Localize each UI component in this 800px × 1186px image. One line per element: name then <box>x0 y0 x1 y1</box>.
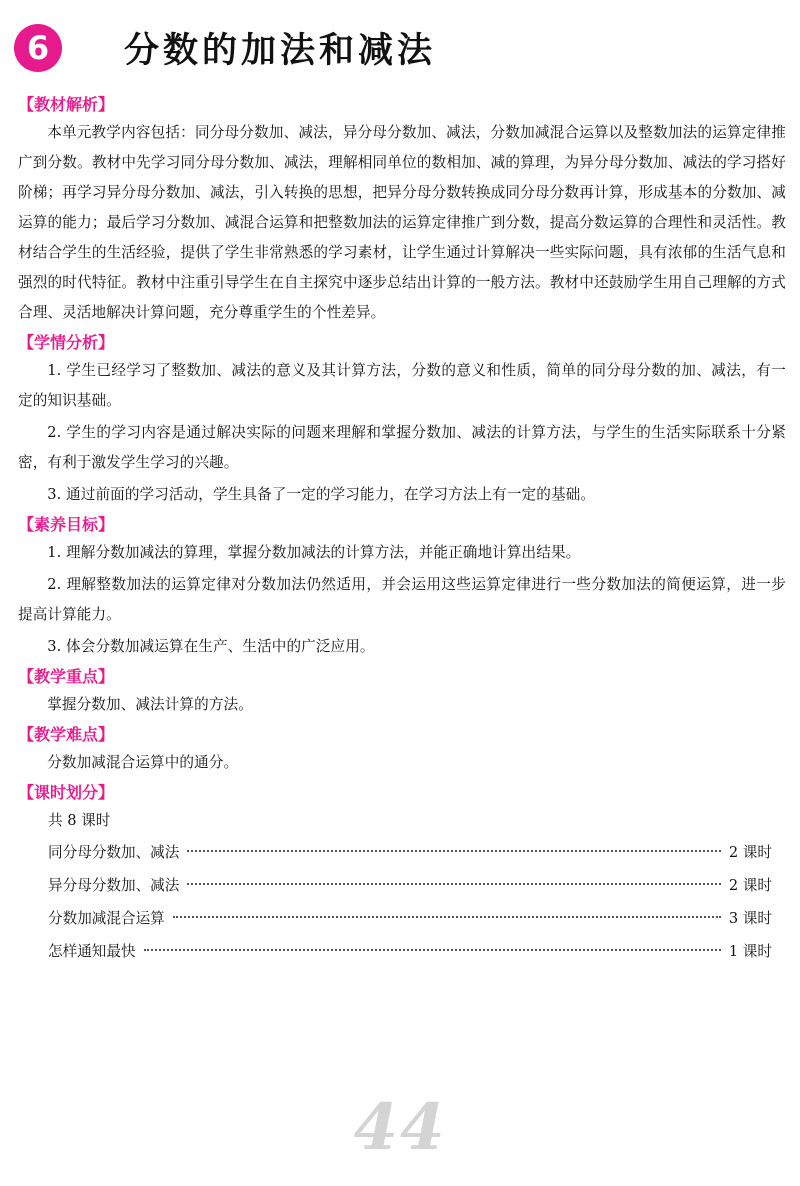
schedule-row <box>18 869 786 902</box>
schedule-row-label: 怎样通知最快 <box>48 943 136 960</box>
dot-leader <box>173 916 721 918</box>
list-item: 3. 体会分数加减运算在生产、生活中的广泛应用。 <box>47 638 375 655</box>
section-key-points <box>18 664 786 720</box>
list-item: 2. 学生的学习内容是通过解决实际的问题来理解和掌握分数加、减法的计算方法，与学生的生活实际联系十分紧密，有利于激发学生学习的兴趣。 <box>18 424 786 471</box>
page-number: 44 <box>353 1090 447 1165</box>
list-item: 1. 理解分数加减法的算理，掌握分数加减法的计算方法，并能正确地计算出结果。 <box>47 544 581 561</box>
schedule-row <box>18 935 786 968</box>
dot-leader <box>144 949 721 951</box>
section-goals <box>18 512 786 662</box>
section-paragraph: 本单元教学内容包括：同分母分数加、减法，异分母分数加、减法，分数加减混合运算以及整数加法的运算定律推广到分数。教材中先学习同分母分数加、减法，理解相同单位的数相加、减的算理，为异分母分数加、减法的学习搭好阶梯；再学习异分母分数加、减法，引入转换的思想，把异分母分数转换成同分母分数再计算，形成基本的分数加、减运算的能力；最后学习分数加、减混合运算和把整数加法的运算定律推广到分数，提高分数运算的合理性和灵活性。教材结合学生的生活经验，提供了学生非常熟悉的学习素材，让学生通过计算解决一些实际问题，具有浓郁的生活气息和强烈的时代特征。教材中注重引导学生在自主探究中逐步总结出计算的一般方法。教材中还鼓励学生用自己理解的方式合理、灵活地解决计算问题，充分尊重学生的个性差异。 <box>18 124 786 321</box>
unit-title: 分数的加法和减法 <box>124 31 437 71</box>
schedule-row-hours: 2 课时 <box>728 844 772 861</box>
schedule-row-hours: 2 课时 <box>728 877 772 894</box>
section-heading: 【教学重点】 <box>18 667 115 686</box>
schedule-row-hours: 3 课时 <box>728 910 772 927</box>
section-heading: 【学情分析】 <box>18 333 115 352</box>
list-item: 3. 通过前面的学习活动，学生具备了一定的学习能力，在学习方法上有一定的基础。 <box>47 486 596 503</box>
dot-leader <box>187 883 721 885</box>
section-learner-analysis <box>18 330 786 510</box>
unit-header <box>14 20 436 76</box>
schedule-row <box>18 902 786 935</box>
section-paragraph: 分数加减混合运算中的通分。 <box>47 754 239 771</box>
dot-leader <box>187 850 721 852</box>
unit-number-badge: 6 <box>14 24 62 72</box>
schedule-row <box>18 836 786 869</box>
section-heading: 【素养目标】 <box>18 515 115 534</box>
list-item: 1. 学生已经学习了整数加、减法的意义及其计算方法，分数的意义和性质，简单的同分母分数的加、减法，有一定的知识基础。 <box>18 362 786 409</box>
schedule-row-label: 异分母分数加、减法 <box>48 877 180 894</box>
section-heading: 【教材解析】 <box>18 95 115 114</box>
section-heading: 【课时划分】 <box>18 783 115 802</box>
section-schedule <box>18 780 786 968</box>
section-paragraph: 掌握分数加、减法计算的方法。 <box>47 696 253 713</box>
schedule-row-label: 同分母分数加、减法 <box>48 844 180 861</box>
schedule-total: 共 8 课时 <box>48 812 111 829</box>
section-difficulties <box>18 722 786 778</box>
section-textbook-analysis <box>18 92 786 328</box>
schedule-row-hours: 1 课时 <box>728 943 772 960</box>
list-item: 2. 理解整数加法的运算定律对分数加法仍然适用，并会运用这些运算定律进行一些分数加法的简便运算，进一步提高计算能力。 <box>18 576 786 623</box>
section-heading: 【教学难点】 <box>18 725 115 744</box>
schedule-row-label: 分数加减混合运算 <box>48 910 165 927</box>
page-content <box>18 92 786 970</box>
